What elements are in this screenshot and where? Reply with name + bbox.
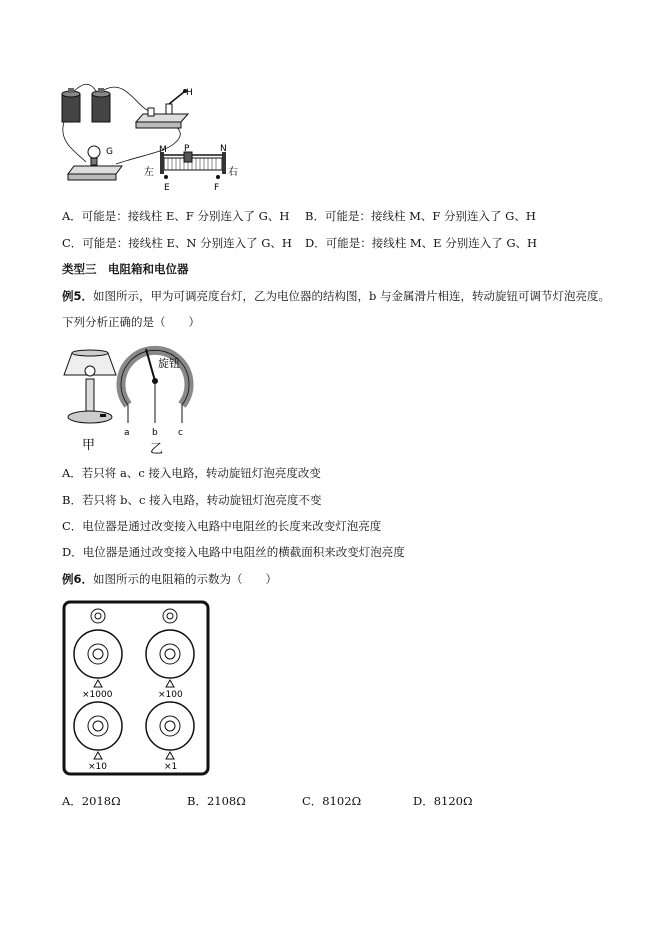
label-p: P (184, 144, 190, 154)
example5-stem-line2: 下列分析正确的是（ ） (62, 315, 200, 329)
label-a: a (124, 428, 130, 438)
example6-stem (62, 571, 277, 587)
desk-lamp (64, 350, 116, 423)
bulb (68, 146, 122, 180)
example6-option-a: A．2018Ω (62, 794, 121, 808)
lamp-potentiometer-figure (60, 335, 200, 457)
multiplier-1: ×1 (164, 762, 178, 772)
example6-option-b: B．2108Ω (187, 794, 246, 808)
example6-option-d: D．8120Ω (413, 794, 473, 808)
label-e: E (164, 183, 170, 192)
label-g: G (106, 147, 113, 157)
label-jia: 甲 (82, 438, 96, 453)
battery-right (92, 88, 110, 122)
example5-option-d: D．电位器是通过改变接入电路中电阻丝的横截面积来改变灯泡亮度 (62, 545, 405, 559)
section3-title: 类型三 电阻箱和电位器 (62, 262, 189, 276)
label-m: M (159, 145, 167, 155)
example5-label: 例5． (62, 289, 94, 303)
switch (136, 89, 188, 128)
multiplier-1000: ×1000 (82, 690, 113, 700)
rheostat (160, 152, 226, 179)
label-h: H (186, 88, 193, 98)
q4-option-a: A．可能是：接线柱 E、F 分别连入了 G、H (62, 209, 290, 223)
label-left: 左 (144, 167, 154, 178)
label-c: c (178, 428, 183, 438)
resistance-box-figure (62, 600, 210, 778)
label-b: b (152, 428, 158, 438)
label-f: F (214, 183, 220, 192)
example6-stem-text: 如图所示的电阻箱的示数为（ ） (93, 572, 278, 586)
label-n: N (220, 144, 227, 154)
label-yi: 乙 (150, 442, 164, 457)
terminal-left (91, 609, 105, 623)
battery-left (62, 88, 80, 122)
example6-option-c: C．8102Ω (302, 794, 362, 808)
multiplier-100: ×100 (158, 690, 183, 700)
example5-stem-text: 如图所示，甲为可调亮度台灯，乙为电位器的结构图，b 与金属滑片相连，转动旋钮可调节灯泡亮度。 (93, 289, 611, 303)
example5-option-a: A．若只将 a、c 接入电路，转动旋钮灯泡亮度改变 (62, 466, 321, 480)
label-knob: 旋钮 (158, 357, 180, 370)
terminal-right (163, 609, 177, 623)
example6-label: 例6． (62, 572, 94, 586)
label-right: 右 (228, 167, 238, 178)
example5-option-b: B．若只将 b、c 接入电路，转动旋钮灯泡亮度不变 (62, 493, 322, 507)
q4-option-d: D．可能是：接线柱 M、E 分别连入了 G、H (305, 236, 538, 250)
example5-stem-line1 (62, 288, 610, 304)
q4-option-b: B．可能是：接线柱 M、F 分别连入了 G、H (305, 209, 536, 223)
circuit-figure (56, 82, 246, 192)
q4-option-c: C．可能是：接线柱 E、N 分别连入了 G、H (62, 236, 292, 250)
example5-option-c: C．电位器是通过改变接入电路中电阻丝的长度来改变灯泡亮度 (62, 519, 382, 533)
multiplier-10: ×10 (88, 762, 107, 772)
